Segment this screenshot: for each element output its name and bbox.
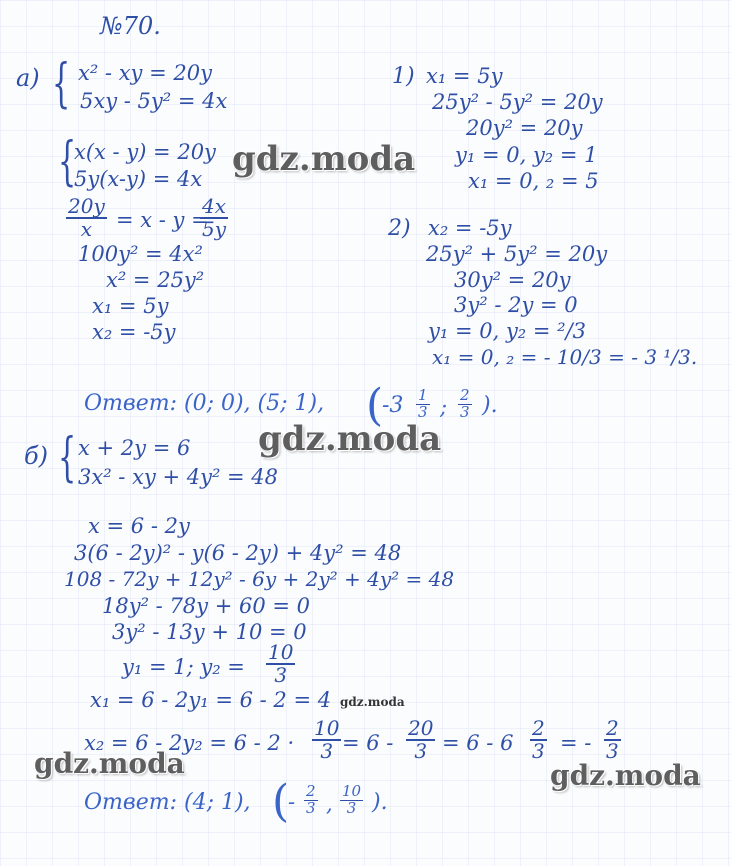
part-b-step-5: 3y² - 13y + 10 = 0 <box>112 620 307 644</box>
part-b-x2-start: x₂ = 6 - 2y₂ = 6 - 2 · <box>84 731 295 755</box>
case-1-line-3: 20y² = 20y <box>466 116 583 140</box>
answer-a-frac-2 <box>458 388 472 421</box>
answer-b-frac-1-den: 3 <box>306 798 316 817</box>
answer-a-frac-1-num: 1 <box>418 386 428 404</box>
answer-a-close: ). <box>482 393 498 418</box>
x2-f1-num: 10 <box>314 716 340 740</box>
ratio-right-denominator: 5y <box>202 217 227 241</box>
answer-a-frac-2-den: 3 <box>460 402 470 421</box>
ratio-left-denominator: x <box>80 217 93 241</box>
x2-fraction-3 <box>530 718 547 762</box>
y2-numerator: 10 <box>268 640 294 664</box>
answer-a-prefix: Ответ: (0; 0), (5; 1), <box>84 391 325 416</box>
answer-b-frac-2-den: 3 <box>346 798 357 817</box>
part-a-factored-brace: { <box>58 132 77 192</box>
x2-fraction-2 <box>406 718 435 762</box>
part-a-label: а) <box>16 64 40 92</box>
part-b-step-1: x = 6 - 2y <box>88 514 190 538</box>
case-1-line-2: 25y² - 5y² = 20y <box>432 90 603 114</box>
answer-b-prefix: Ответ: (4; 1), <box>84 790 251 815</box>
x2-f4-num: 2 <box>606 716 619 740</box>
part-b-system-brace: { <box>58 428 77 488</box>
part-a-step-3: x₁ = 5y <box>92 294 169 318</box>
part-b-equation-2: 3x² - xy + 4y² = 48 <box>78 465 279 489</box>
case-2-line-2: 25y² + 5y² = 20y <box>426 242 608 266</box>
case-2-line-4: 3y² - 2y = 0 <box>454 293 578 317</box>
case-1-line-1: x₁ = 5y <box>426 64 503 88</box>
ratio-left-numerator: 20y <box>68 194 105 218</box>
part-b-step-2: 3(6 - 2y)² - y(6 - 2y) + 4y² = 48 <box>74 541 402 565</box>
part-a-ratio-right <box>200 196 228 240</box>
answer-a-frac-1-den: 3 <box>418 402 428 421</box>
part-a-equation-1: x² - xy = 20y <box>78 61 212 85</box>
answer-a-frac-1 <box>416 388 430 421</box>
answer-b-frac-2-num: 10 <box>342 782 362 800</box>
task-number: №70. <box>100 12 161 40</box>
part-b-step-4: 18y² - 78y + 60 = 0 <box>102 594 311 618</box>
x2-fraction-4 <box>604 718 621 762</box>
x2-f2-num: 20 <box>408 716 434 740</box>
part-a-ratio-middle: = x - y = <box>116 208 209 232</box>
answer-a-frac-2-num: 2 <box>460 386 470 404</box>
x2-eq-2: = 6 - 6 <box>442 731 514 755</box>
case-2-line-5: y₁ = 0, y₂ = ²/3 <box>428 319 587 343</box>
part-a-system-brace: { <box>52 54 71 114</box>
answer-b-frac-2 <box>340 784 363 817</box>
part-a-ratio-left <box>66 196 107 240</box>
part-a-equation-2: 5xy - 5y² = 4x <box>80 89 228 113</box>
answer-a-mixed-whole: -3 <box>382 393 404 418</box>
x2-eq-3: = - <box>560 731 592 755</box>
case-1-line-5: x₁ = 0, ₂ = 5 <box>468 169 599 193</box>
case-2-label: 2) <box>388 216 411 241</box>
part-b-roots-line: y₁ = 1; y₂ = <box>122 655 245 679</box>
y2-denominator: 3 <box>274 663 288 687</box>
answer-b-close: ). <box>372 790 388 815</box>
watermark-bottom-right: gdz.moda <box>550 759 701 792</box>
part-a-step-4: x₂ = -5y <box>92 320 176 344</box>
answer-a-open-paren: ( <box>366 380 384 431</box>
case-2-line-6: x₁ = 0, ₂ = - 10/3 = - 3 ¹/3. <box>432 345 698 369</box>
watermark-small: gdz.moda <box>340 695 405 709</box>
answer-b-open-paren: ( <box>272 776 290 827</box>
x2-f2-den: 3 <box>414 739 428 763</box>
part-b-x1-line: x₁ = 6 - 2y₁ = 6 - 2 = 4 <box>90 688 332 712</box>
x2-eq-1: = 6 - <box>342 731 394 755</box>
answer-b-separator: , <box>326 792 333 816</box>
watermark-middle: gdz.moda <box>258 419 442 459</box>
case-1-label: 1) <box>392 64 415 89</box>
part-a-step-1: 100y² = 4x² <box>78 242 203 266</box>
answer-b-frac-1 <box>304 784 318 817</box>
part-a-factored-1: x(x - y) = 20y <box>74 140 216 164</box>
x2-f4-den: 3 <box>606 739 619 763</box>
x2-f1-den: 3 <box>320 739 334 763</box>
x2-f3-num: 2 <box>532 716 545 740</box>
x2-fraction-1 <box>312 718 341 762</box>
answer-b-frac-1-num: 2 <box>306 782 316 800</box>
answer-b-minus: - <box>288 790 296 814</box>
case-2-line-3: 30y² = 20y <box>454 268 571 292</box>
case-2-line-1: x₂ = -5y <box>428 216 512 240</box>
part-b-equation-1: x + 2y = 6 <box>78 436 191 460</box>
part-a-factored-2: 5y(x-y) = 4x <box>74 167 203 191</box>
watermark-top: gdz.moda <box>232 139 416 179</box>
part-b-label: б) <box>24 442 49 470</box>
watermark-bottom-left: gdz.moda <box>34 747 185 780</box>
part-a-step-2: x² = 25y² <box>106 268 205 292</box>
x2-f3-den: 3 <box>532 739 545 763</box>
part-b-step-3: 108 - 72y + 12y² - 6y + 2y² + 4y² = 48 <box>64 567 455 591</box>
case-1-line-4: y₁ = 0, y₂ = 1 <box>455 143 598 167</box>
answer-a-separator: ; <box>440 395 448 419</box>
ratio-right-numerator: 4x <box>202 194 227 218</box>
part-b-y2-fraction <box>266 642 295 686</box>
